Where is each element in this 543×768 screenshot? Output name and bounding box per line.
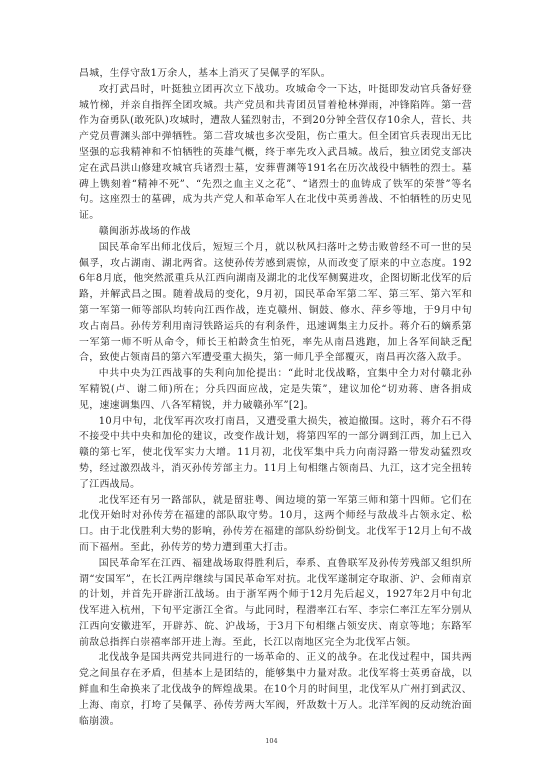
- page-content: [79, 66, 472, 729]
- paragraph-cpc-advice: 中共中央为江西战事的失利向加伦提出：“此时北伐战略，宜集中全力对付赣北孙军精锐(卢、谢二师)所在；分兵四面应战，定是失策”，建议加伦“切劝蒋、唐各捐成见，速速调集四、八各军精锐，并力破赣孙军”[2]。: [79, 368, 472, 411]
- paragraph-continued: 昌城，生俘守敌1万余人，基本上消灭了吴佩孚的军队。: [79, 68, 332, 79]
- section-heading: 赣闽浙苏战场的作战: [98, 225, 191, 237]
- paragraph-conclusion: 北伐战争是国共两党共同进行的一场革命的、正义的战争。在北伐过程中，国共两党之间虽存在矛盾，但基本上是团结的，能够集中力量对敌。北伐军将士英勇奋战，以鲜血和生命换来了北伐战争的辉煌战果。在10个月的时间里，北伐军从广州打到武汉、上海、南京，打垮了吴佩孚、孙传芳两大军阀，歼敌数十万人。北洋军阀的反动统治面临崩溃。: [79, 652, 472, 727]
- page-number: 104: [265, 737, 278, 745]
- paragraph-wuchang-assault: 攻打武昌时，叶挺独立团再次立下战功。攻城命令一下达，叶挺即发动官兵备好登城竹梯，并亲自指挥全团攻城。共产党员和共青团员冒着枪林弹雨，冲锋陷阵。第一营作为奋勇队(敢死队)攻城时，遭敌人猛烈射击，不到20分钟全营仅存10余人，营长、共产党员曹渊头部中弹牺牲。第二营攻城也多次受阻，伤亡重大。但全团官兵表现出无比坚强的忘我精神和不怕牺牲的英雄气概，终于率先攻入武昌城。战后，独立团党支部决定在武昌洪山修建攻城官兵诸烈士墓，安葬曹渊等191名在历次战役中牺牲的烈士。墓碑上镌刻着“精神不死”、“先烈之血主义之花”、“诸烈士的血铸成了铁军的荣誉”等名句。这座烈士的墓碑，成为共产党人和革命军人在北伐中英勇善战、不怕牺牲的历史见证。: [79, 83, 472, 222]
- paragraph-fujian-front: 北伐军还有另一路部队，就是留驻粤、闽边境的第一军第三师和第十四师。它们在北伐开始时对孙传芳在福建的部队取守势。10月，这两个师经与敌战斗占领永定、松口。由于北伐胜利大势的影响，孙传芳在福建的部队纷纷倒戈。北伐军于12月上旬不战而下福州。至此，孙传芳的势力遭到重大打击。: [79, 494, 472, 553]
- paragraph-zhejiang-shanghai: 国民革命军在江西、福建战场取得胜利后，奉系、直鲁联军及孙传芳残部又组织所谓“安国军”，在长江两岸继续与国民革命军对抗。北伐军遂制定夺取浙、沪、会师南京的计划，并首先开辟浙江战场。由于浙军两个师于12月先后起义，1927年2月中旬北伐军进入杭州，下旬平定浙江全省。与此同时，程潜率江右军、李宗仁率江左军分别从江西向安徽进军，开辟苏、皖、沪战场，于3月下旬相继占领安庆、南京等地；东路军前敌总指挥白崇禧率部开进上海。至此，长江以南地区完全为北伐军占领。: [79, 557, 472, 648]
- paragraph-jiangxi-campaign: 国民革命军出师北伐后，短短三个月，就以秋风扫落叶之势击败曾经不可一世的吴佩孚，攻占湖南、湖北两省。这使孙传芳感到震惊，从而改变了原来的中立态度。1926年8月底，他突然派重兵从江西向湖南及湖北的北伐军侧翼进攻，企图切断北伐军的后路，并解武昌之围。随着战局的变化，9月初，国民革命军第二军、第三军、第六军和第一军第一师等部队均转向江西作战，连克赣州、铜鼓、修水、萍乡等地，于9月中旬攻占南昌。孙传芳利用南浔铁路运兵的有利条件，迅速调集主力反扑。蒋介石的嫡系第一军第一师不听从命令，师长王柏龄贪生怕死，率先从南昌逃跑，加上各军间缺乏配合，致使占领南昌的第六军遭受重大损失，第一师几乎全部覆灭，南昌再次落入敌手。: [79, 241, 472, 364]
- paragraph-nanchang-capture: 10月中旬，北伐军再次攻打南昌，又遭受重大损失，被迫撤围。这时，蒋介石不得不接受中共中央和加伦的建议，改变作战计划，将第四军的一部分调到江西，加上已入赣的第七军，使北伐军实力大增。11月初，北伐军集中兵力向南浔路一带发动猛烈攻势，经过激烈战斗，消灭孙传芳部主力。11月上旬相继占领南昌、九江，这才完全扭转了江西战局。: [79, 415, 472, 490]
